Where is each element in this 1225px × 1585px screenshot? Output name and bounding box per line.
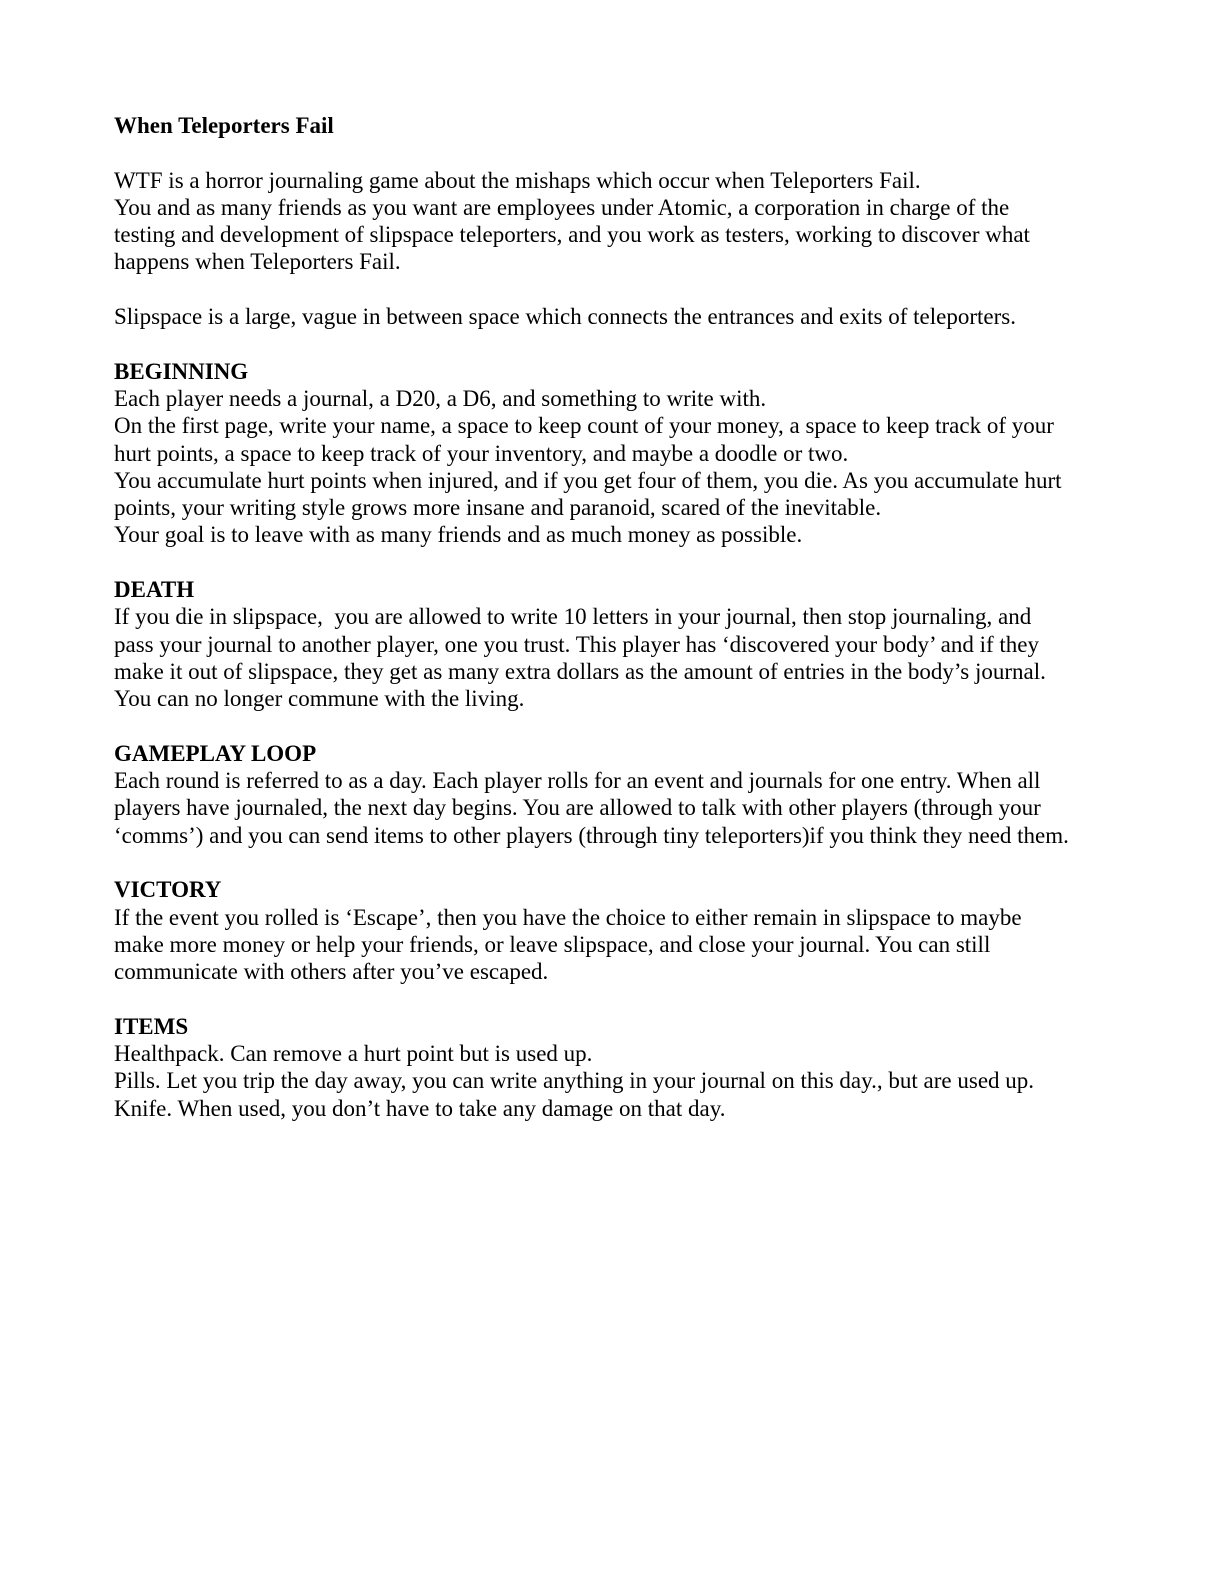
section-heading: VICTORY <box>114 877 222 903</box>
document-title: When Teleporters Fail <box>114 113 334 138</box>
spacer <box>114 330 1114 357</box>
spacer <box>114 549 1114 576</box>
text-line: players have journaled, the next day begins. You are allowed to talk with other players (through your <box>114 795 1041 821</box>
text-line: communicate with others after you’ve escaped. <box>114 959 549 985</box>
spacer <box>114 713 1114 740</box>
section-heading: DEATH <box>114 577 195 603</box>
spacer <box>114 986 1114 1013</box>
text-line: make it out of slipspace, they get as many extra dollars as the amount of entries in the body’s journal. <box>114 658 1046 684</box>
text-line: You and as many friends as you want are employees under Atomic, a corporation in charge of the <box>114 194 1010 220</box>
slipspace-paragraph <box>114 303 1114 330</box>
text-line: Your goal is to leave with as many friends and as much money as possible. <box>114 522 803 548</box>
spacer <box>114 849 1114 876</box>
text-line: WTF is a horror journaling game about the mishaps which occur when Teleporters Fail. <box>114 167 921 193</box>
text-line: Knife. When used, you don’t have to take any damage on that day. <box>114 1095 726 1121</box>
intro-paragraph <box>114 167 1114 276</box>
text-line: Healthpack. Can remove a hurt point but is used up. <box>114 1041 593 1067</box>
text-line: points, your writing style grows more insane and paranoid, scared of the inevitable. <box>114 495 882 521</box>
text-line: make more money or help your friends, or leave slipspace, and close your journal. You can still <box>114 931 991 957</box>
section-death <box>114 576 1114 712</box>
text-line: On the first page, write your name, a space to keep count of your money, a space to keep track of your <box>114 413 1054 439</box>
text-line: If the event you rolled is ‘Escape’, then you have the choice to either remain in slipspace to maybe <box>114 904 1022 930</box>
text-line: You accumulate hurt points when injured, and if you get four of them, you die. As you accumulate hurt <box>114 467 1062 493</box>
document-page <box>114 112 1114 1122</box>
spacer <box>114 139 1114 166</box>
section-heading: GAMEPLAY LOOP <box>114 740 317 766</box>
section-heading: ITEMS <box>114 1013 189 1039</box>
text-line: You can no longer commune with the living. <box>114 686 525 712</box>
text-line: If you die in slipspace, you are allowed to write 10 letters in your journal, then stop journaling, and <box>114 604 1032 630</box>
section-gameplay-loop <box>114 740 1114 849</box>
section-victory <box>114 876 1114 985</box>
text-line: Pills. Let you trip the day away, you can write anything in your journal on this day., but are used up. <box>114 1068 1035 1094</box>
text-line: Each player needs a journal, a D20, a D6, and something to write with. <box>114 385 767 411</box>
section-heading: BEGINNING <box>114 358 249 384</box>
spacer <box>114 276 1114 303</box>
text-line: hurt points, a space to keep track of your inventory, and maybe a doodle or two. <box>114 440 849 466</box>
text-line: pass your journal to another player, one you trust. This player has ‘discovered your body’ and if they <box>114 631 1040 657</box>
text-line: ‘comms’) and you can send items to other players (through tiny teleporters)if you think they need them. <box>114 822 1069 848</box>
text-line: testing and development of slipspace teleporters, and you work as testers, working to discover what <box>114 222 1030 248</box>
text-line: Slipspace is a large, vague in between space which connects the entrances and exits of teleporters. <box>114 304 1016 330</box>
section-items <box>114 1013 1114 1122</box>
text-line: happens when Teleporters Fail. <box>114 249 401 275</box>
text-line: Each round is referred to as a day. Each player rolls for an event and journals for one entry. When all <box>114 768 1041 794</box>
section-beginning <box>114 358 1114 549</box>
